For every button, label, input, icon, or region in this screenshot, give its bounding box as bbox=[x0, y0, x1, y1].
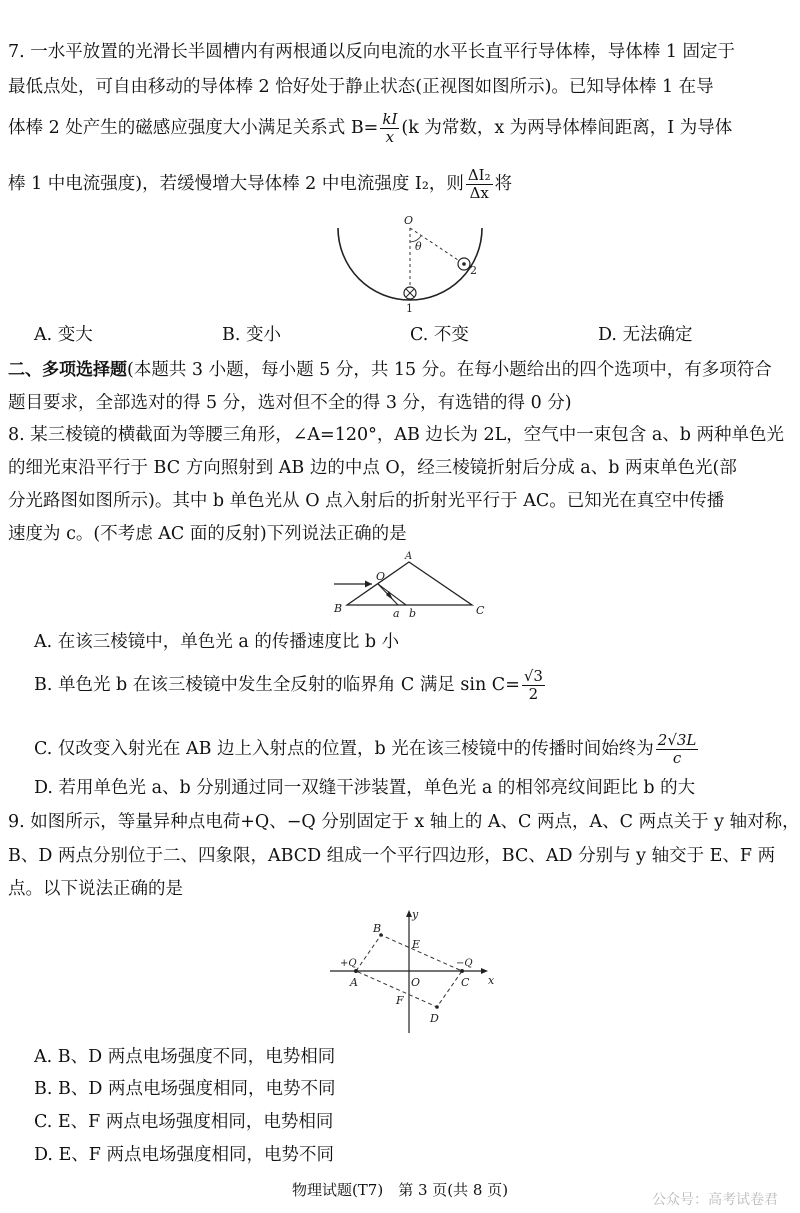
q9-label-a: A bbox=[350, 976, 358, 989]
q7-line-3: 体棒 2 处产生的磁感应强度大小满足关系式 B= $\frac{kI}{x}$ (k 为常数，x 为两导体棒间距离，I 为导体 bbox=[8, 110, 733, 146]
q9-option-b: B. B、D 两点电场强度相同，电势不同 bbox=[34, 1079, 336, 1099]
page-footer: 物理试题(T7) 第 3 页(共 8 页) bbox=[291, 1181, 509, 1199]
q7-label-theta: θ bbox=[415, 240, 422, 253]
q8-option-c-fraction: $\frac{2√3L}{c}$ bbox=[657, 731, 697, 767]
q8-option-b-fraction: $\frac{√3}{2}$ bbox=[523, 667, 543, 703]
q9-label-y-axis: y bbox=[412, 908, 419, 921]
q9-label-c: C bbox=[461, 976, 470, 989]
q7-label-o: O bbox=[404, 214, 414, 227]
q8-option-a: A. 在该三棱镜中，单色光 a 的传播速度比 b 小 bbox=[34, 632, 400, 652]
q7-option-a: A. 变大 bbox=[34, 325, 93, 345]
q8-option-d: D. 若用单色光 a、b 分别通过同一双缝干涉装置，单色光 a 的相邻亮纹间距比 b 的大 bbox=[34, 778, 696, 798]
q7-label-2: 2 bbox=[470, 264, 477, 277]
q9-label-o: O bbox=[411, 976, 421, 989]
q7-line-1: 7. 一水平放置的光滑长半圆槽内有两根通以反向电流的水平长直平行导体棒，导体棒 1 固定于 bbox=[8, 42, 736, 62]
q8-label-a-ray: a bbox=[393, 607, 400, 620]
q8-line-4: 速度为 c。(不考虑 AC 面的反射)下列说法正确的是 bbox=[8, 524, 407, 544]
q8-label-b-vertex: B bbox=[334, 602, 343, 615]
q9-label-b: B bbox=[373, 922, 382, 935]
q7-ratio-fraction: $\frac{\text{ΔI₂}}{\Delta x}$ bbox=[467, 166, 491, 202]
q8-label-c-vertex: C bbox=[476, 604, 485, 617]
q9-option-d: D. E、F 两点电场强度相同，电势不同 bbox=[34, 1145, 335, 1165]
q9-line-1: 9. 如图所示，等量异种点电荷+Q、−Q 分别固定于 x 轴上的 A、C 两点，A、C 两点关于 y 轴对称， bbox=[8, 812, 800, 832]
q7-option-b: B. 变小 bbox=[222, 325, 281, 345]
section-2-header: 二、多项选择题(本题共 3 小题，每小题 5 分，共 15 分。在每小题给出的四个选项中，有多项符合 bbox=[8, 360, 772, 380]
q8-option-c: C. 仅改变入射光在 AB 边上入射点的位置，b 光在该三棱镜中的传播时间始终为 $\frac{2√3L}{c}$ bbox=[34, 731, 697, 767]
q8-label-o: O bbox=[376, 570, 386, 583]
q9-label-minus-q: −Q bbox=[456, 958, 473, 969]
q9-option-a: A. B、D 两点电场强度不同，电势相同 bbox=[34, 1047, 336, 1067]
q7-line-4: 棒 1 中电流强度)，若缓慢增大导体棒 2 中电流强度 I₂，则 $\frac{\text{ΔI₂}}{\Delta x}$ 将 bbox=[8, 166, 513, 202]
section-2-header-line-2: 题目要求，全部选对的得 5 分，选对但不全的得 3 分，有选错的得 0 分) bbox=[8, 393, 572, 413]
q8-option-b: B. 单色光 b 在该三棱镜中发生全反射的临界角 C 满足 sin C= $\frac{√3}{2}$ bbox=[34, 667, 543, 703]
q9-option-c: C. E、F 两点电场强度相同，电势相同 bbox=[34, 1112, 334, 1132]
watermark: 公众号：高考试卷君 bbox=[652, 1192, 778, 1208]
q9-label-f: F bbox=[396, 994, 404, 1007]
q9-label-d: D bbox=[430, 1012, 439, 1025]
q8-line-3: 分光路图如图所示)。其中 b 单色光从 O 点入射后的折射光平行于 AC。已知光在真空中传播 bbox=[8, 491, 725, 511]
q9-label-e: E bbox=[412, 938, 421, 951]
q7-option-d: D. 无法确定 bbox=[598, 325, 693, 345]
q7-label-1: 1 bbox=[406, 302, 413, 315]
q9-line-2: B、D 两点分别位于二、四象限，ABCD 组成一个平行四边形，BC、AD 分别与 y 轴交于 E、F 两 bbox=[8, 846, 776, 866]
q8-label-a-vertex: A bbox=[405, 551, 413, 562]
q7-formula-fraction: $\frac{kI}{x}$ bbox=[382, 110, 398, 146]
q9-label-x-axis: x bbox=[488, 974, 495, 987]
q7-option-c: C. 不变 bbox=[410, 325, 469, 345]
q8-label-b-ray: b bbox=[409, 607, 417, 620]
q7-line-2: 最低点处，可自由移动的导体棒 2 恰好处于静止状态(正视图如图所示)。已知导体棒 1 在导 bbox=[8, 77, 714, 97]
q8-line-1: 8. 某三棱镜的横截面为等腰三角形，∠A=120°，AB 边长为 2L，空气中一束包含 a、b 两种单色光 bbox=[8, 425, 785, 445]
q9-label-plus-q: +Q bbox=[340, 958, 357, 969]
q8-line-2: 的细光束沿平行于 BC 方向照射到 AB 边的中点 O，经三棱镜折射后分成 a、b 两束单色光(部 bbox=[8, 458, 737, 478]
q9-line-3: 点。以下说法正确的是 bbox=[8, 879, 183, 899]
